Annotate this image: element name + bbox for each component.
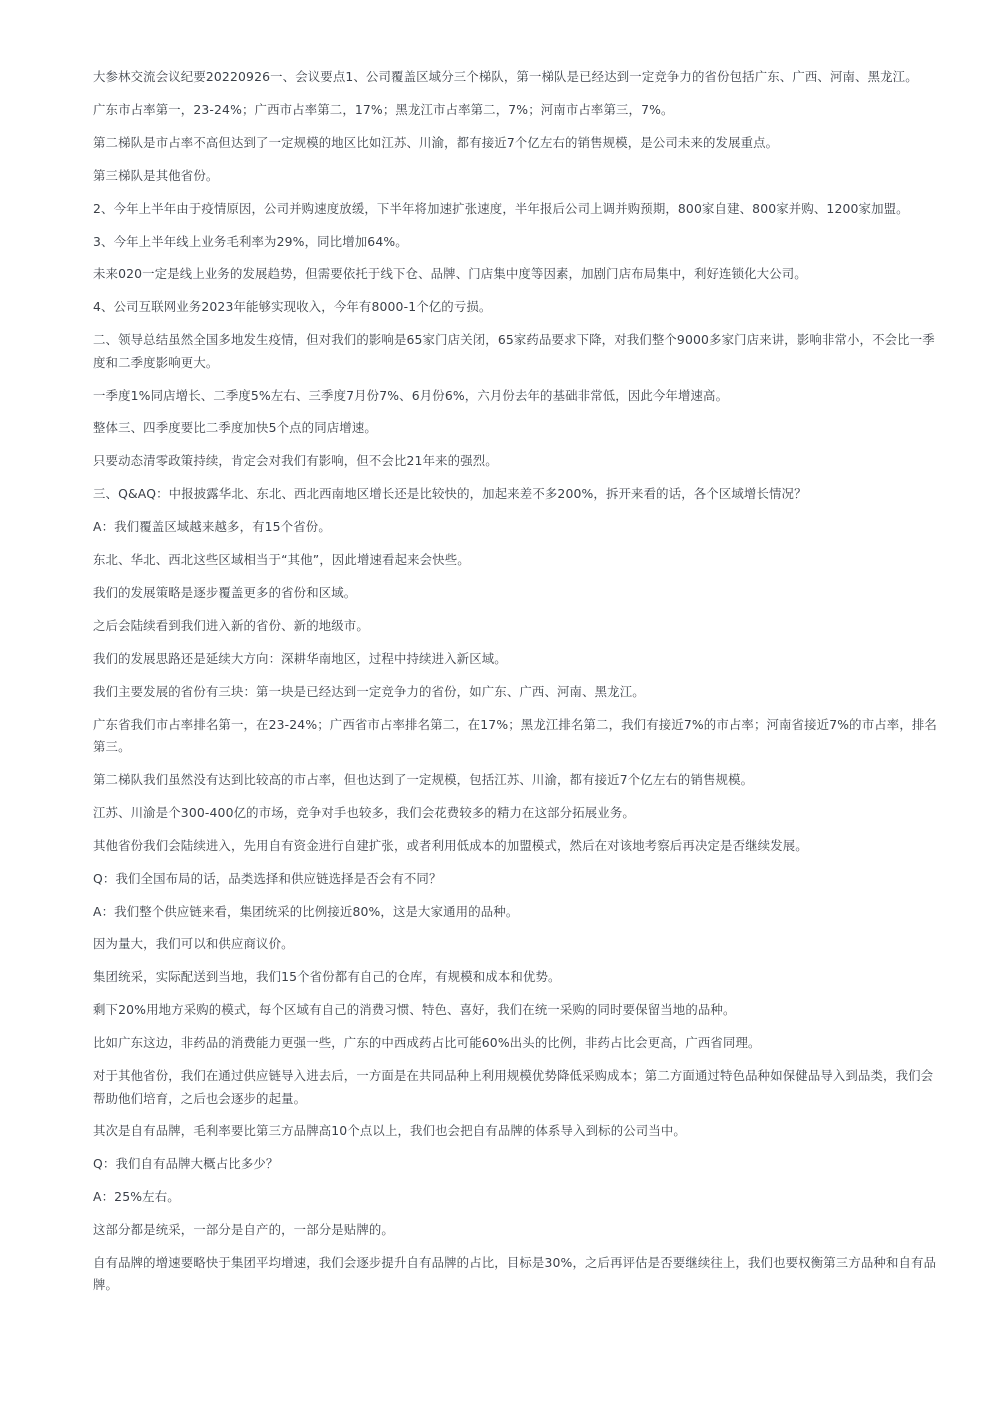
paragraph: 三、Q&AQ：中报披露华北、东北、西北西南地区增长还是比较快的，加起来差不多200%，拆开来看的话，各个区域增长情况？ [93, 486, 807, 502]
paragraph: 整体三、四季度要比二季度加快5个点的同店增速。 [93, 420, 377, 436]
paragraph: 大参林交流会议纪要20220926一、会议要点1、公司覆盖区域分三个梯队，第一梯队是已经达到一定竞争力的省份包括广东、广西、河南、黑龙江。 [93, 69, 918, 84]
paragraph: 因为量大，我们可以和供应商议价。 [93, 936, 294, 952]
paragraph: 我们的发展思路还是延续大方向：深耕华南地区，过程中持续进入新区域。 [93, 650, 507, 666]
paragraph: 4、公司互联网业务2023年能够实现收入，今年有8000-1个亿的亏损。 [93, 299, 492, 315]
paragraph: 2、今年上半年由于疫情原因，公司并购速度放缓，下半年将加速扩张速度，半年报后公司上调并购预期，800家自建、800家并购、1200家加盟。 [93, 200, 909, 216]
paragraph: 我们的发展策略是逐步覆盖更多的省份和区域。 [93, 585, 357, 600]
paragraph: 江苏、川渝是个300-400亿的市场，竞争对手也较多，我们会花费较多的精力在这部分拓展业务。 [93, 804, 635, 820]
paragraph: 集团统采，实际配送到当地，我们15个省份都有自己的仓库，有规模和成本和优势。 [93, 969, 561, 985]
paragraph: 只要动态清零政策持续，肯定会对我们有影响，但不会比21年来的强烈。 [93, 453, 498, 469]
paragraph: 东北、华北、西北这些区域相当于“其他”，因此增速看起来会快些。 [93, 552, 470, 568]
paragraph: 广东市占率第一，23-24%；广西市占率第二，17%；黑龙江市占率第二，7%；河南市占率第三，7%。 [93, 101, 674, 117]
paragraph: 我们主要发展的省份有三块：第一块是已经达到一定竞争力的省份，如广东、广西、河南、黑龙江。 [93, 683, 645, 699]
paragraph: 广东省我们市占率排名第一，在23-24%；广西省市占率排名第二，在17%；黑龙江排名第二，我们有接近7%的市占率；河南省接近7%的市占率，排名第三。 [93, 716, 937, 755]
paragraph: 其次是自有品牌，毛利率要比第三方品牌高10个点以上，我们也会把自有品牌的体系导入到标的公司当中。 [93, 1123, 686, 1139]
paragraph: 这部分都是统采，一部分是自产的，一部分是贴牌的。 [93, 1222, 394, 1238]
document-body [93, 66, 943, 1307]
paragraph: 剩下20%用地方采购的模式，每个区域有自己的消费习惯、特色、喜好，我们在统一采购的同时要保留当地的品种。 [93, 1002, 736, 1018]
paragraph: 第二梯队是市占率不高但达到了一定规模的地区比如江苏、川渝，都有接近7个亿左右的销售规模，是公司未来的发展重点。 [93, 134, 779, 150]
paragraph: 未来020一定是线上业务的发展趋势，但需要依托于线下仓、品牌、门店集中度等因素，加剧门店布局集中，利好连锁化大公司。 [93, 266, 807, 282]
paragraph: A：我们覆盖区域越来越多，有15个省份。 [93, 519, 331, 535]
paragraph: 其他省份我们会陆续进入，先用自有资金进行自建扩张，或者利用低成本的加盟模式，然后在对该地考察后再决定是否继续发展。 [93, 837, 808, 853]
paragraph: 二、领导总结虽然全国多地发生疫情，但对我们的影响是65家门店关闭，65家药品要求下降，对我们整个9000多家门店来讲，影响非常小，不会比一季度和二季度影响更大。 [93, 332, 935, 370]
paragraph: 第三梯队是其他省份。 [93, 167, 219, 183]
paragraph: 自有品牌的增速要略快于集团平均增速，我们会逐步提升自有品牌的占比，目标是30%，之后再评估是否要继续往上，我们也要权衡第三方品种和自有品牌。 [93, 1255, 937, 1293]
paragraph: Q：我们全国布局的话，品类选择和供应链选择是否会有不同？ [93, 870, 442, 886]
paragraph: Q：我们自有品牌大概占比多少？ [93, 1156, 279, 1172]
paragraph: 3、今年上半年线上业务毛利率为29%，同比增加64%。 [93, 233, 408, 249]
paragraph: 比如广东这边，非药品的消费能力更强一些，广东的中西成药占比可能60%出头的比例，非药占比会更高，广西省同理。 [93, 1035, 761, 1051]
paragraph: 对于其他省份，我们在通过供应链导入进去后，一方面是在共同品种上利用规模优势降低采购成本；第二方面通过特色品种如保健品导入到品类，我们会帮助他们培育，之后也会逐步的起量。 [93, 1068, 934, 1106]
paragraph: A：25%左右。 [93, 1189, 180, 1205]
paragraph: 之后会陆续看到我们进入新的省份、新的地级市。 [93, 617, 369, 633]
paragraph: 一季度1%同店增长、二季度5%左右、三季度7月份7%、6月份6%，六月份去年的基础非常低，因此今年增速高。 [93, 387, 729, 403]
paragraph: A：我们整个供应链来看，集团统采的比例接近80%，这是大家通用的品种。 [93, 903, 519, 919]
paragraph: 第二梯队我们虽然没有达到比较高的市占率，但也达到了一定规模，包括江苏、川渝，都有接近7个亿左右的销售规模。 [93, 771, 754, 787]
